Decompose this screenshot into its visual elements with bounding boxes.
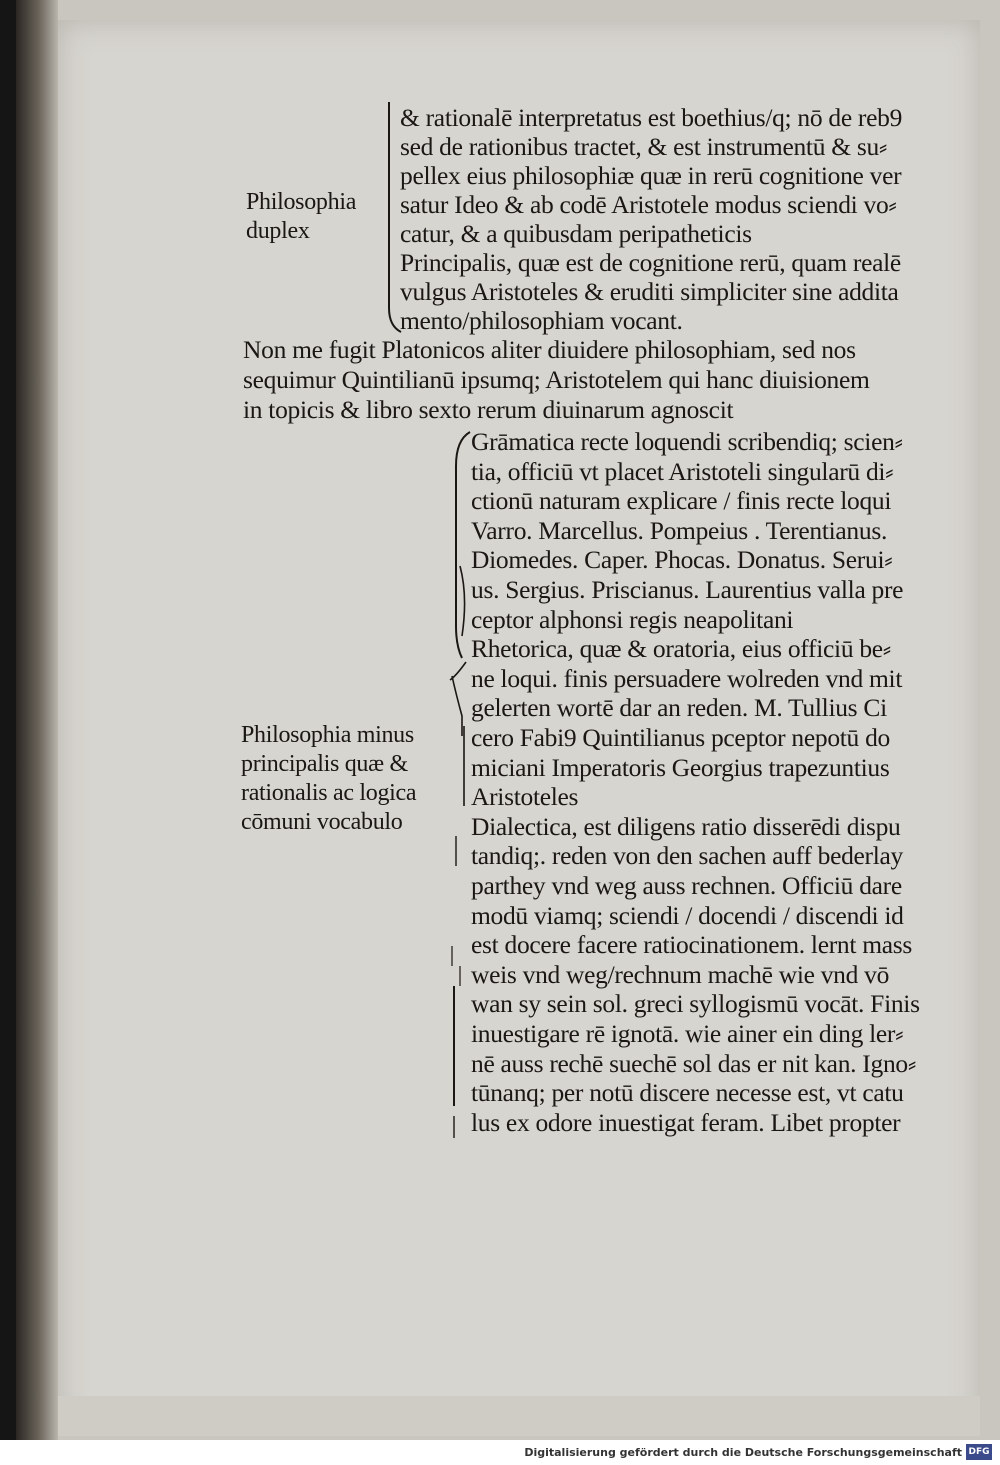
text-line: sequimur Quintilianū ipsumq; Aristotelem qui hanc diuisionem bbox=[243, 365, 870, 394]
margin-note-line: duplex bbox=[246, 218, 310, 244]
text-line: & rationalē interpretatus est boethius/q; nō de reb9 bbox=[400, 103, 903, 132]
text-line: weis vnd weg/rechnum machē wie vnd vō bbox=[471, 959, 890, 989]
text-line: us. Sergius. Priscianus. Laurentius valla pre bbox=[471, 575, 904, 604]
text-line: Rhetorica, quæ & oratoria, eius officiū be⸗ bbox=[471, 634, 892, 664]
brace-1 bbox=[375, 98, 405, 338]
text-line: est docere facere ratiocinationem. lernt mass bbox=[471, 930, 913, 960]
text-line: Grāmatica recte loquendi scribendiq; scien⸗ bbox=[471, 427, 903, 456]
text-line: ctionū naturam explicare / finis recte loqui bbox=[471, 486, 892, 516]
text-line: ne loqui. finis persuadere wolreden vnd mit bbox=[471, 663, 903, 693]
text-line: tandiq;. reden von den sachen auff bederlay bbox=[471, 841, 903, 871]
dfg-logo: DFG bbox=[966, 1444, 992, 1460]
text-line: Diomedes. Caper. Phocas. Donatus. Serui⸗ bbox=[471, 545, 893, 575]
margin-note-line: Philosophia minus bbox=[241, 722, 414, 748]
margin-note-line: cōmuni vocabulo bbox=[241, 809, 403, 835]
margin-note-line: Philosophia bbox=[246, 189, 357, 215]
torn-page-edge bbox=[58, 1396, 980, 1436]
text-line: pellex eius philosophiæ quæ in rerū cognitione ver bbox=[400, 161, 902, 190]
footer-bar bbox=[0, 1440, 1000, 1465]
text-line: modū viamq; sciendi / docendi / discendi id bbox=[471, 900, 904, 930]
brace-2 bbox=[440, 426, 476, 1146]
text-line: miciani Imperatoris Georgius trapezuntius bbox=[471, 752, 890, 782]
page-gutter-shadow bbox=[16, 0, 58, 1440]
text-line: nē auss rechē suechē sol das er nit kan. Igno⸗ bbox=[471, 1048, 917, 1078]
text-line: Non me fugit Platonicos aliter diuidere philosophiam, sed nos bbox=[243, 335, 856, 364]
text-line: in topicis & libro sexto rerum diuinarum agnoscit bbox=[243, 395, 734, 424]
text-line: Varro. Marcellus. Pompeius . Terentianus. bbox=[471, 515, 888, 545]
footer-credit: Digitalisierung gefördert durch die Deutsche Forschungsgemeinschaft bbox=[524, 1446, 962, 1459]
margin-note-line: principalis quæ & bbox=[241, 751, 408, 777]
text-line: vulgus Aristoteles & eruditi simpliciter sine addita bbox=[400, 277, 899, 306]
text-line: cero Fabi9 Quintilianus pceptor nepotū do bbox=[471, 723, 890, 752]
text-line: tūnanq; per notū discere necesse est, vt catu bbox=[471, 1078, 904, 1108]
text-line: wan sy sein sol. greci syllogismū vocāt. Finis bbox=[471, 989, 920, 1019]
text-line: ceptor alphonsi regis neapolitani bbox=[471, 604, 794, 634]
text-line: catur, & a quibusdam peripatheticis bbox=[400, 219, 752, 248]
text-line: sed de rationibus tractet, & est instrumentū & su⸗ bbox=[400, 132, 888, 161]
text-line: mento/philosophiam vocant. bbox=[400, 306, 683, 335]
text-line: gelerten wortē dar an reden. M. Tullius Ci bbox=[471, 693, 887, 723]
text-line: inuestigare rē ignotā. wie ainer ein ding ler⸗ bbox=[471, 1019, 904, 1048]
text-line: lus ex odore inuestigat feram. Libet propter bbox=[471, 1107, 901, 1137]
text-line: Aristoteles bbox=[471, 782, 579, 812]
margin-note-line: rationalis ac logica bbox=[241, 780, 417, 806]
text-line: Principalis, quæ est de cognitione rerū, quam realē bbox=[400, 248, 901, 277]
text-line: Dialectica, est diligens ratio disserēdi dispu bbox=[471, 811, 901, 841]
text-line: parthey vnd weg auss rechnen. Officiū dare bbox=[471, 871, 902, 900]
text-line: tia, officiū vt placet Aristoteli singularū di⸗ bbox=[471, 456, 894, 486]
text-line: satur Ideo & ab codē Aristotele modus sciendi vo⸗ bbox=[400, 190, 897, 219]
